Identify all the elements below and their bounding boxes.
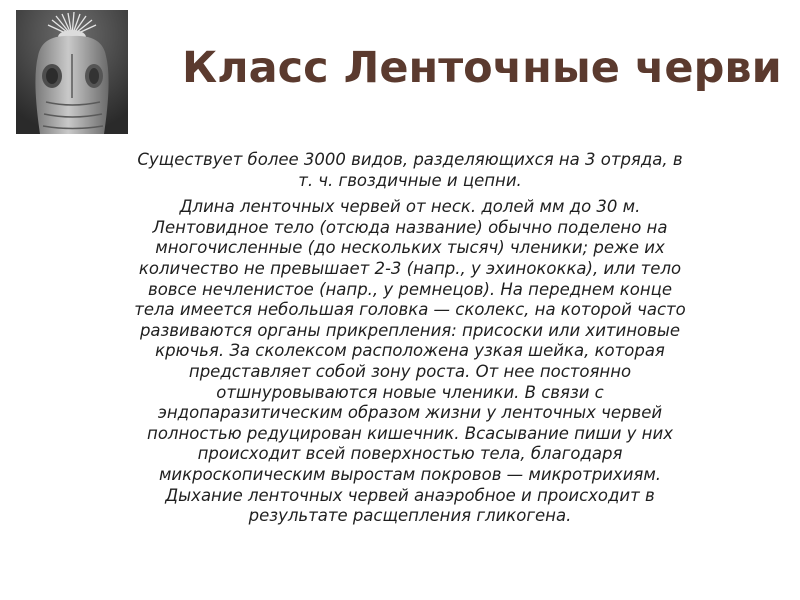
text-line: отшнуровываются новые членики. В связи с [216,382,604,402]
text-line: Длина ленточных червей от неск. долей мм до 30 м. [179,197,641,217]
text-line: вовсе нечленистое (напр., у ремнецов). На переднем конце [147,279,672,299]
paragraph-species [40,150,780,191]
text-line: представляет собой зону роста. От нее постоянно [188,361,632,381]
text-line: Лентовидное тело (отсюда название) обычно поделено на [152,217,668,237]
text-line: т. ч. гвоздичные и цепни. [298,170,522,190]
text-line: количество не превышает 2-3 (напр., у эхинококка), или тело [138,258,682,278]
text-line: происходит всей поверхностью тела, благодаря [197,444,623,464]
text-line: развиваются органы прикрепления: присоски или хитиновые [139,320,681,340]
text-line: микроскопическим выростам покровов — микротрихиям. [158,464,662,484]
text-line: Существует более 3000 видов, разделяющихся на 3 отряда, в [137,150,683,169]
paragraph-description [40,197,780,527]
slide-body-text [40,150,780,531]
text-line: эндопаразитическим образом жизни у ленточных червей [157,403,663,423]
text-line: Дыхание ленточных червей анаэробное и происходит в [165,485,655,505]
text-line: результате расщепления гликогена. [248,506,572,526]
text-line: многочисленные (до нескольких тысяч) членики; реже их [155,238,665,258]
text-line: крючья. За сколексом расположена узкая шейка, которая [155,341,665,361]
text-line: тела имеется небольшая головка — сколекс, на которой часто [134,300,686,320]
text-line: полностью редуцирован кишечник. Всасывание пиши у них [147,423,673,443]
page-title: Класс Ленточные черви [182,43,782,93]
tapeworm-scolex-photo [16,10,128,134]
